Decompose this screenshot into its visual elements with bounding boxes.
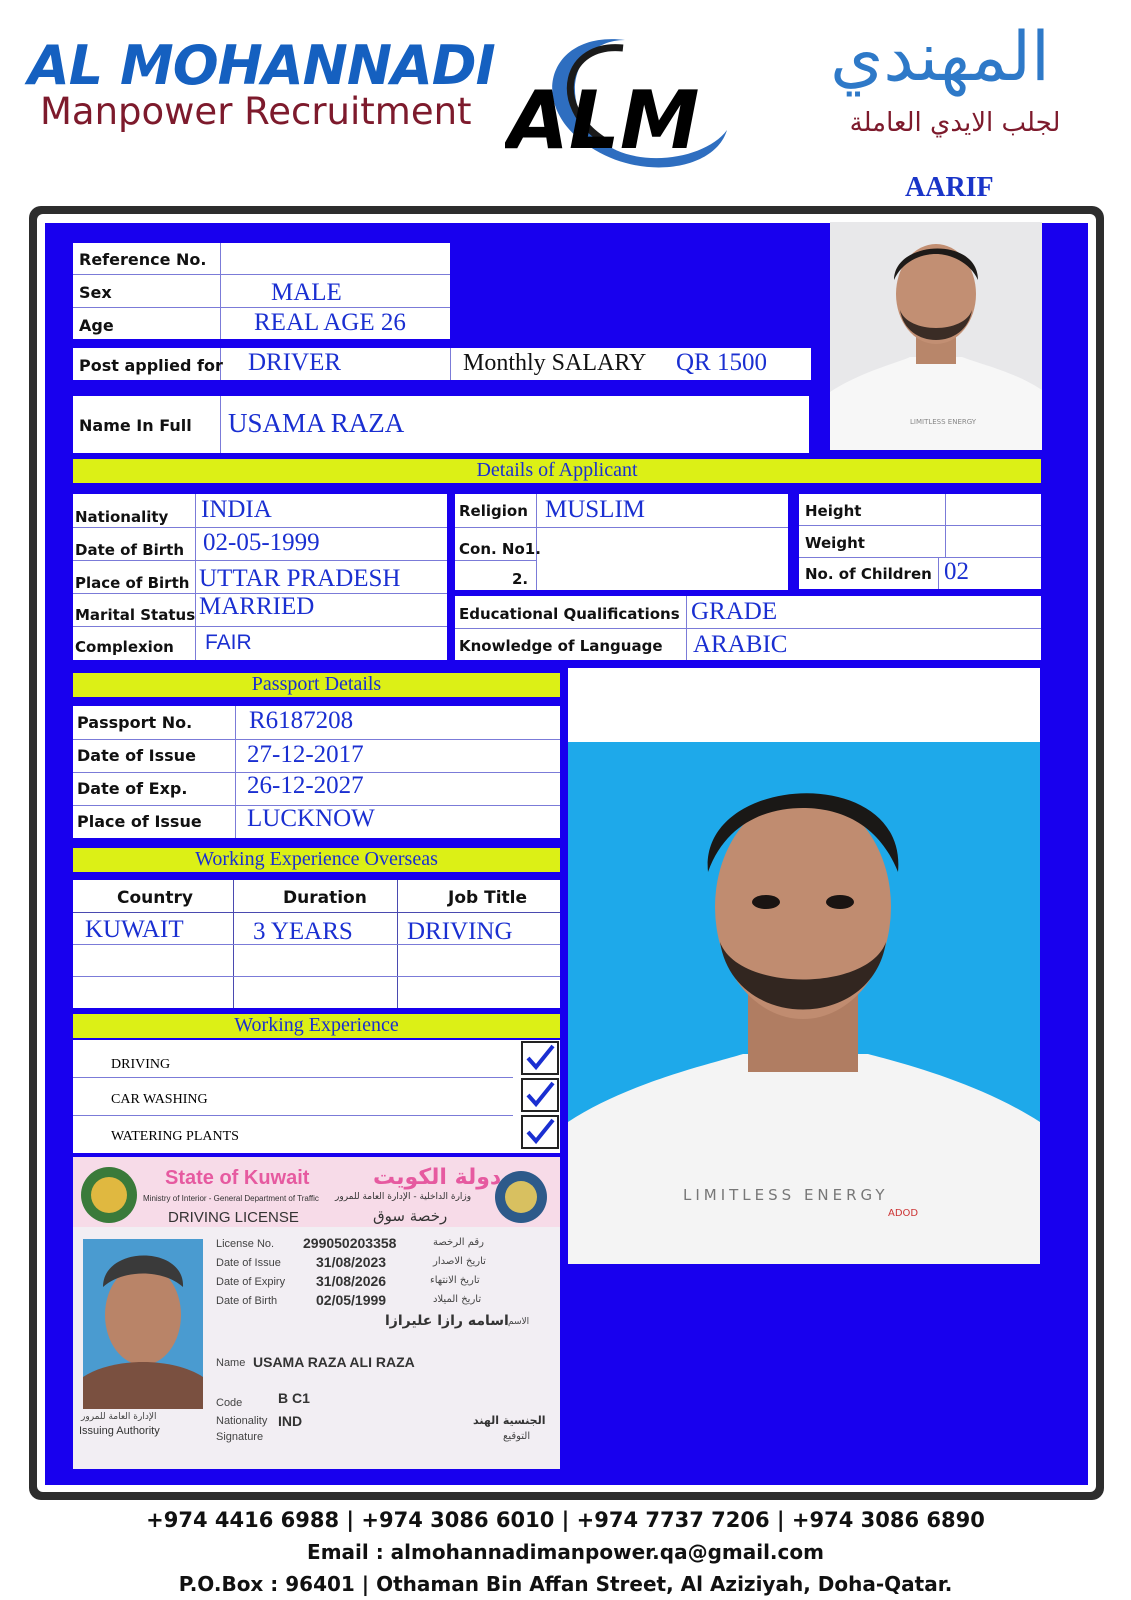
license-nationality-ar: الجنسية الهند bbox=[473, 1414, 546, 1427]
passport-issue-label: Date of Issue bbox=[77, 746, 196, 765]
applicant-photo-small bbox=[830, 222, 1042, 450]
license-name-value: USAMA RAZA ALI RAZA bbox=[253, 1354, 415, 1370]
experience-item-driving: DRIVING bbox=[111, 1057, 171, 1072]
physical-table bbox=[799, 494, 1041, 589]
sex-label: Sex bbox=[79, 283, 112, 302]
post-label: Post applied for bbox=[79, 356, 223, 375]
experience-item-watering-plants: WATERING PLANTS bbox=[111, 1129, 239, 1144]
passport-place-value: LUCKNOW bbox=[247, 805, 375, 832]
overseas-col-country: Country bbox=[117, 888, 193, 908]
license-birth-ar: تاريخ الميلاد bbox=[433, 1294, 482, 1305]
passport-issue-value: 27-12-2017 bbox=[247, 741, 364, 768]
con1-label: Con. No1. bbox=[459, 540, 541, 558]
license-expiry-value: 31/08/2026 bbox=[316, 1273, 387, 1289]
license-nationality-label: Nationality bbox=[216, 1415, 268, 1427]
applicant-photo-large bbox=[568, 742, 1040, 1264]
name-label: Name In Full bbox=[79, 416, 192, 435]
language-label: Knowledge of Language bbox=[459, 637, 663, 655]
complexion-value: FAIR bbox=[205, 631, 252, 654]
age-label: Age bbox=[79, 316, 114, 335]
license-title-ar: رخصة سوق bbox=[373, 1207, 448, 1225]
photo-top-panel bbox=[568, 668, 1040, 742]
license-ministry-en: Ministry of Interior - General Department of Traffic bbox=[143, 1194, 319, 1203]
license-name-ar: اسامه رازا عليرازا bbox=[385, 1313, 509, 1329]
overseas-row-job: DRIVING bbox=[407, 918, 513, 945]
pob-label: Place of Birth bbox=[75, 574, 190, 592]
children-value: 02 bbox=[944, 558, 969, 585]
logo-text: ALM bbox=[507, 74, 700, 167]
dob-value: 02-05-1999 bbox=[203, 529, 320, 556]
passport-place-label: Place of Issue bbox=[77, 812, 202, 831]
license-signature-label: Signature bbox=[216, 1431, 264, 1443]
marital-label: Marital Status bbox=[75, 606, 196, 624]
license-signature-ar: التوقيع bbox=[503, 1431, 531, 1442]
license-no-ar: رقم الرخصة bbox=[433, 1237, 485, 1248]
religion-value: MUSLIM bbox=[545, 496, 646, 523]
large-photo-shirt-sub: ADOD bbox=[888, 1208, 919, 1219]
license-no-label: License No. bbox=[216, 1238, 275, 1250]
license-authority-ar: الإدارة العامة للمرور bbox=[81, 1412, 157, 1422]
license-code-value: B C1 bbox=[278, 1390, 310, 1406]
passport-no-value: R6187208 bbox=[249, 707, 354, 734]
passport-table bbox=[73, 706, 560, 838]
reference-box bbox=[73, 243, 450, 339]
passport-no-label: Passport No. bbox=[77, 713, 193, 732]
children-label: No. of Children bbox=[805, 565, 932, 583]
reference-label: Reference No. bbox=[79, 250, 207, 269]
salary-value: QR 1500 bbox=[676, 349, 767, 376]
overseas-row-country: KUWAIT bbox=[85, 916, 184, 943]
footer-email: Email : almohannadimanpower.qa@gmail.com bbox=[307, 1540, 824, 1564]
marital-value: MARRIED bbox=[199, 593, 315, 620]
name-value: USAMA RAZA bbox=[228, 408, 405, 438]
language-value: ARABIC bbox=[693, 631, 788, 658]
checkbox-driving[interactable] bbox=[521, 1041, 559, 1075]
license-birth-label: Date of Birth bbox=[216, 1295, 278, 1307]
brand-tagline-english: Manpower Recruitment bbox=[40, 90, 472, 133]
footer-address: P.O.Box : 96401 | Othaman Bin Affan Street, Al Aziziyah, Doha-Qatar. bbox=[178, 1572, 953, 1596]
passport-details-bar: Passport Details bbox=[73, 673, 560, 697]
height-label: Height bbox=[805, 502, 862, 520]
license-nationality-value: IND bbox=[278, 1413, 303, 1429]
education-value: GRADE bbox=[691, 598, 778, 625]
sex-value: MALE bbox=[271, 279, 342, 306]
overseas-table bbox=[73, 880, 560, 1008]
checkbox-car-washing[interactable] bbox=[521, 1078, 559, 1112]
brand-name-arabic: المهندي bbox=[830, 18, 1050, 97]
license-issue-value: 31/08/2023 bbox=[316, 1254, 387, 1270]
religion-table bbox=[455, 494, 788, 590]
license-authority-en: Issuing Authority bbox=[79, 1425, 160, 1437]
license-expiry-ar: تاريخ الانتهاء bbox=[430, 1275, 480, 1286]
applicant-left-table bbox=[73, 494, 447, 660]
overseas-row-duration: 3 YEARS bbox=[253, 918, 353, 945]
age-value: REAL AGE 26 bbox=[254, 309, 406, 336]
passport-exp-label: Date of Exp. bbox=[77, 779, 188, 798]
license-issue-ar: تاريخ الاصدار bbox=[433, 1256, 486, 1267]
checkbox-watering-plants[interactable] bbox=[521, 1115, 559, 1149]
alm-logo bbox=[505, 20, 735, 180]
small-photo-shirt-text: LIMITLESS ENERGY bbox=[910, 418, 977, 426]
nationality-label: Nationality bbox=[75, 508, 169, 526]
check-icon bbox=[523, 1043, 557, 1073]
education-label: Educational Qualifications bbox=[459, 605, 680, 623]
con2-label: 2. bbox=[512, 570, 529, 588]
license-ministry-ar: وزارة الداخلية - الإدارة العامة للمرور bbox=[335, 1192, 472, 1202]
overseas-experience-bar: Working Experience Overseas bbox=[73, 848, 560, 872]
experience-list bbox=[73, 1040, 560, 1153]
check-icon bbox=[523, 1080, 557, 1110]
brand-name-english: AL MOHANNADI bbox=[28, 34, 495, 97]
post-row bbox=[73, 348, 811, 380]
license-state-en: State of Kuwait bbox=[165, 1167, 310, 1189]
driving-license bbox=[73, 1157, 560, 1469]
overseas-col-job: Job Title bbox=[448, 888, 527, 908]
license-name-label: Name bbox=[216, 1357, 246, 1369]
working-experience-bar: Working Experience bbox=[73, 1014, 560, 1038]
brand-tagline-arabic: لجلب الايدي العاملة bbox=[849, 108, 1061, 138]
license-birth-value: 02/05/1999 bbox=[316, 1292, 387, 1308]
license-name-ar-label: الاسم bbox=[508, 1317, 530, 1327]
passport-exp-value: 26-12-2027 bbox=[247, 772, 364, 799]
large-photo-shirt-text: LIMITLESS ENERGY bbox=[683, 1186, 889, 1204]
footer-phones: +974 4416 6988 | +974 3086 6010 | +974 7737 7206 | +974 3086 6890 bbox=[146, 1508, 985, 1532]
complexion-label: Complexion bbox=[75, 638, 174, 656]
nationality-value: INDIA bbox=[201, 496, 272, 523]
experience-item-car-washing: CAR WASHING bbox=[111, 1092, 208, 1107]
salary-label: Monthly SALARY bbox=[463, 350, 647, 376]
religion-label: Religion bbox=[459, 502, 528, 520]
license-expiry-label: Date of Expiry bbox=[216, 1276, 286, 1288]
details-of-applicant-bar: Details of Applicant bbox=[73, 459, 1041, 483]
check-icon bbox=[523, 1117, 557, 1147]
license-code-label: Code bbox=[216, 1397, 243, 1409]
license-title-en: DRIVING LICENSE bbox=[168, 1209, 299, 1226]
dob-label: Date of Birth bbox=[75, 541, 185, 559]
overseas-col-duration: Duration bbox=[283, 888, 367, 908]
license-issue-label: Date of Issue bbox=[216, 1257, 281, 1269]
license-state-ar: دولة الكويت bbox=[373, 1165, 502, 1190]
agent-name: AARIF bbox=[905, 172, 994, 203]
pob-value: UTTAR PRADESH bbox=[199, 565, 401, 592]
license-no-value: 299050203358 bbox=[303, 1235, 397, 1251]
weight-label: Weight bbox=[805, 534, 865, 552]
post-value: DRIVER bbox=[248, 349, 342, 376]
education-table bbox=[455, 596, 1041, 660]
name-row bbox=[73, 396, 809, 453]
